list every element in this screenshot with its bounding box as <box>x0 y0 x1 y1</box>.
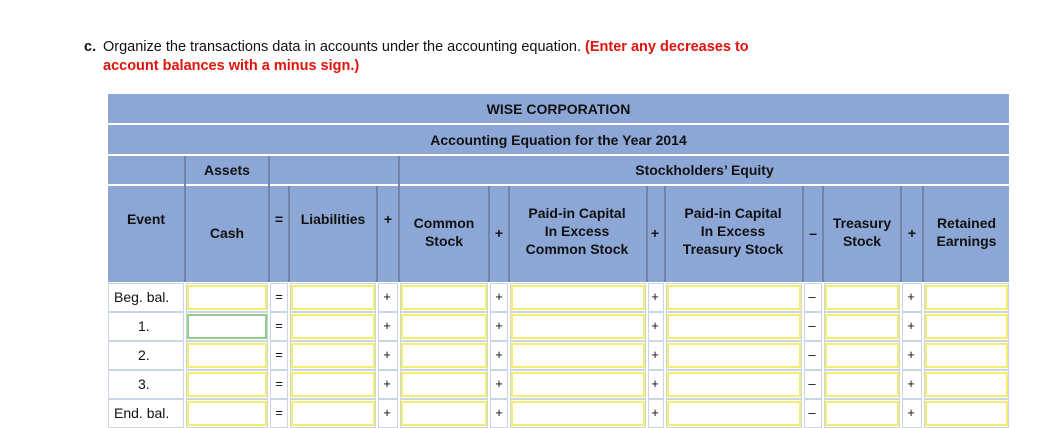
equals-op-header: = <box>274 211 284 227</box>
plus-op-header-3: + <box>650 225 660 241</box>
plus-op: + <box>495 347 503 362</box>
equals-op: = <box>275 318 283 333</box>
pic-common-stock-input[interactable] <box>511 401 645 426</box>
plus-op: + <box>383 347 391 362</box>
plus-op: + <box>907 318 915 333</box>
plus-op: + <box>495 318 503 333</box>
minus-op: – <box>808 347 816 362</box>
plus-op: + <box>907 376 915 391</box>
column-header-row <box>108 186 1009 282</box>
plus-op: + <box>907 347 915 362</box>
col-treasury-stock: Treasury Stock <box>832 215 892 249</box>
retained-earnings-input[interactable] <box>925 285 1008 310</box>
equity-group-label: Stockholders’ Equity <box>635 162 774 178</box>
col-event: Event <box>126 211 166 227</box>
plus-op: + <box>651 376 659 391</box>
minus-op: – <box>808 289 816 304</box>
separator <box>488 186 490 282</box>
event-label: 1. <box>138 318 150 334</box>
pic-common-stock-input[interactable] <box>511 372 645 397</box>
plus-op: + <box>651 347 659 362</box>
minus-op-header: – <box>809 225 817 241</box>
plus-op-header-2: + <box>494 225 504 241</box>
equals-op: = <box>275 376 283 391</box>
event-label: End. bal. <box>114 405 170 421</box>
title-row <box>108 94 1009 123</box>
treasury-stock-input[interactable] <box>825 343 899 368</box>
separator <box>508 186 510 282</box>
plus-op: + <box>651 318 659 333</box>
separator <box>822 186 824 282</box>
plus-op: + <box>907 289 915 304</box>
treasury-stock-input[interactable] <box>825 372 899 397</box>
liabilities-input[interactable] <box>291 372 375 397</box>
pic-treasury-stock-input[interactable] <box>667 401 801 426</box>
retained-earnings-input[interactable] <box>925 401 1008 426</box>
plus-op: + <box>651 289 659 304</box>
pic-treasury-stock-input[interactable] <box>667 314 801 339</box>
separator <box>646 186 648 282</box>
separator <box>664 186 666 282</box>
col-retained-earnings: Retained Earnings <box>936 215 997 249</box>
plus-op-header-4: + <box>907 225 917 241</box>
common-stock-input[interactable] <box>401 314 487 339</box>
equals-op: = <box>275 405 283 420</box>
pic-common-stock-input[interactable] <box>511 285 645 310</box>
common-stock-input[interactable] <box>401 285 487 310</box>
pic-treasury-stock-input[interactable] <box>667 372 801 397</box>
cash-input[interactable] <box>187 314 267 339</box>
cash-input[interactable] <box>187 343 267 368</box>
common-stock-input[interactable] <box>401 401 487 426</box>
separator <box>802 186 804 282</box>
pic-treasury-stock-input[interactable] <box>667 343 801 368</box>
pic-common-stock-input[interactable] <box>511 343 645 368</box>
event-label: Beg. bal. <box>114 289 170 305</box>
plus-op: + <box>495 405 503 420</box>
plus-op: + <box>383 318 391 333</box>
assets-group-label: Assets <box>204 162 250 178</box>
event-label: 2. <box>138 347 150 363</box>
pic-common-stock-input[interactable] <box>511 314 645 339</box>
pic-treasury-stock-input[interactable] <box>667 285 801 310</box>
col-pic-common: Paid-in Capital In Excess Common Stock <box>525 205 629 257</box>
assets-group <box>186 156 268 184</box>
separator <box>398 156 400 282</box>
equals-op: = <box>275 347 283 362</box>
table-title: WISE CORPORATION <box>486 101 631 117</box>
minus-op: – <box>808 318 816 333</box>
table-subtitle: Accounting Equation for the Year 2014 <box>430 132 687 148</box>
separator <box>900 186 902 282</box>
liabilities-input[interactable] <box>291 285 375 310</box>
plus-op: + <box>383 405 391 420</box>
cash-input[interactable] <box>187 372 267 397</box>
treasury-stock-input[interactable] <box>825 285 899 310</box>
liabilities-input[interactable] <box>291 343 375 368</box>
col-liabilities: Liabilities <box>300 211 366 227</box>
cash-input[interactable] <box>187 285 267 310</box>
equals-op: = <box>275 289 283 304</box>
plus-op-header-1: + <box>383 211 393 227</box>
separator <box>376 186 378 282</box>
liabilities-input[interactable] <box>291 401 375 426</box>
plus-op: + <box>651 405 659 420</box>
separator <box>922 186 924 282</box>
event-label: 3. <box>138 376 150 392</box>
subtitle-row <box>108 125 1009 154</box>
treasury-stock-input[interactable] <box>825 314 899 339</box>
treasury-stock-input[interactable] <box>825 401 899 426</box>
liabilities-group-blank <box>270 156 398 184</box>
instruction-highlight-2: account balances with a minus sign.) <box>103 58 360 74</box>
cash-input[interactable] <box>187 401 267 426</box>
plus-op: + <box>495 376 503 391</box>
retained-earnings-input[interactable] <box>925 314 1008 339</box>
minus-op: – <box>808 405 816 420</box>
col-cash: Cash <box>209 225 245 241</box>
common-stock-input[interactable] <box>401 343 487 368</box>
separator <box>288 186 290 282</box>
part-label: c. <box>84 39 97 55</box>
equity-group <box>400 156 1009 184</box>
accounting-equation-table <box>108 94 1009 424</box>
instruction-highlight-1: (Enter any decreases to <box>585 39 749 55</box>
minus-op: – <box>808 376 816 391</box>
retained-earnings-input[interactable] <box>925 343 1008 368</box>
plus-op: + <box>383 376 391 391</box>
retained-earnings-input[interactable] <box>925 372 1008 397</box>
instructions <box>84 38 749 76</box>
plus-op: + <box>383 289 391 304</box>
separator <box>268 156 270 282</box>
instruction-text: Organize the transactions data in accounts under the accounting equation. <box>103 39 582 55</box>
plus-op: + <box>495 289 503 304</box>
group-blank <box>108 156 184 184</box>
col-common-stock: Common Stock <box>413 215 475 249</box>
col-pic-treasury: Paid-in Capital In Excess Treasury Stock <box>682 205 784 257</box>
common-stock-input[interactable] <box>401 372 487 397</box>
liabilities-input[interactable] <box>291 314 375 339</box>
plus-op: + <box>907 405 915 420</box>
separator <box>184 156 186 282</box>
